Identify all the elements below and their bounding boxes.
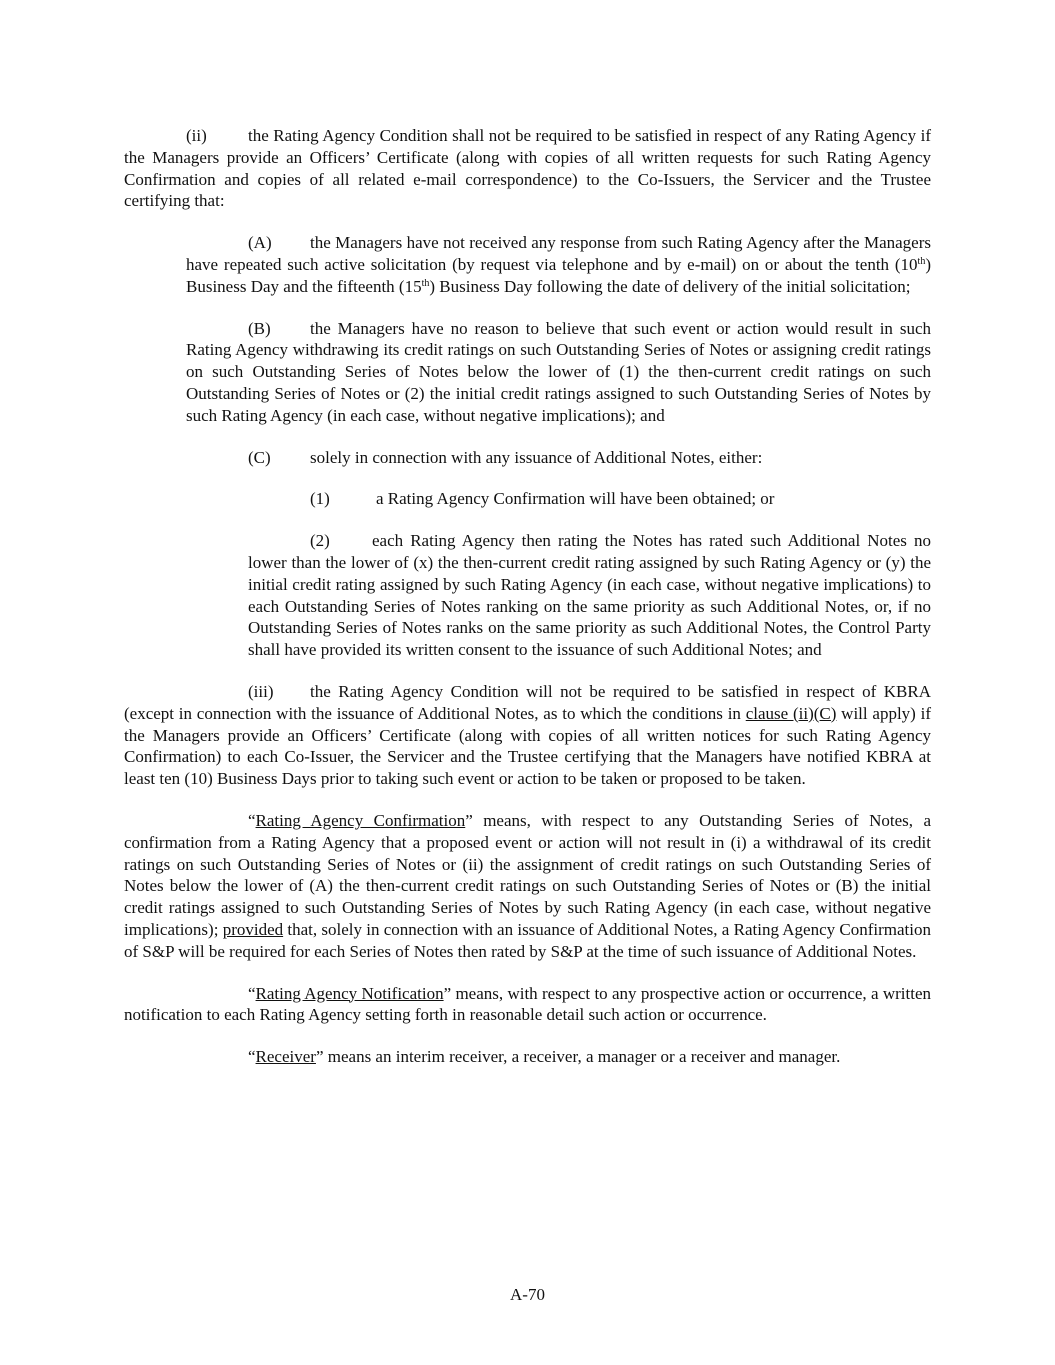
clause-iii: [124, 681, 931, 790]
clause-a-text-3: ) Business Day following the date of delivery of the initial solicitation;: [429, 276, 911, 296]
definition-text: ” means, with respect to any prospective action or occurrence, a written notification to each Rating Agency setting forth in reasonable detail such action or occurrence.: [124, 983, 931, 1025]
clause-a-text-2: ) Business Day and the fifteenth (15: [186, 254, 931, 296]
proviso-term: provided: [222, 919, 284, 939]
page-number: A-70: [510, 1285, 545, 1304]
clause-c-text: solely in connection with any issuance of Additional Notes, either:: [310, 447, 763, 467]
open-quote: “: [248, 1047, 256, 1067]
clause-a-text-1: the Managers have not received any response from such Rating Agency after the Managers have repeated such active solicitation (by request via telephone and by e-mail) on or about the tenth (10: [186, 233, 931, 274]
definition-text-1: ” means, with respect to any Outstanding Series of Notes, a confirmation from a Rating Agency that a proposed event or action will not result in (i) a withdrawal of its credit ratings on such Outstanding Series of Notes or (ii) the assignment of credit ratings on such Outstanding Series of Notes below the lower of (A) the then-current credit ratings on such Outstanding Series of Notes or (B) the initial credit ratings assigned to such Outstanding Series of Notes by such Rating Agency (in each case, without negative implications);: [124, 810, 931, 939]
clause-iii-label: (iii): [248, 681, 274, 701]
clause-c-1-text: a Rating Agency Confirmation will have been obtained; or: [376, 489, 775, 509]
superscript-th: th: [421, 277, 430, 289]
clause-iii-text-2: will apply) if the Managers provide an Officers’ Certificate (along with copies of all written notices for such Rating Agency Confirmation) to each Co-Issuer, the Servicer and the Trustee certifying that the Managers have notified KBRA at least ten (10) Business Days prior to taking such event or action to be taken or proposed to be taken.: [124, 703, 932, 789]
defined-term: Receiver: [255, 1047, 316, 1067]
open-quote: “: [248, 810, 256, 830]
clause-c: [186, 447, 931, 469]
clause-a-label: (A): [248, 233, 272, 253]
clause-c-label: (C): [248, 447, 271, 467]
clause-c-2: [248, 530, 931, 661]
defined-term: Rating Agency Confirmation: [255, 810, 466, 830]
clause-b-label: (B): [248, 318, 271, 338]
definition-receiver: [124, 1046, 931, 1068]
clause-ii-label: (ii): [186, 126, 207, 145]
clause-c-2-text: each Rating Agency then rating the Notes has rated such Additional Notes no lower than the lower of (x) the then-current credit rating assigned by such Rating Agency or (y) the initial credit rating assigned by such Rating Agency (in each case, without negative implications) to each Outstanding Series of Notes ranking on the same priority as such Additional Notes, or, if no Outstanding Series of Notes ranks on the same priority as such Additional Notes, the Control Party shall have provided its written consent to the issuance of such Additional Notes; and: [248, 531, 931, 660]
definition-text: ” means an interim receiver, a receiver, a manager or a receiver and manager.: [315, 1047, 841, 1067]
clause-c-2-label: (2): [310, 531, 330, 551]
clause-ii-text: the Rating Agency Condition shall not be required to be satisfied in respect of any Rating Agency if the Managers provide an Officers’ Certificate (along with copies of all written requests for such Rating Agency Confirmation and copies of all related e-mail correspondence) to the Co-Issuers, the Servicer and the Trustee certifying that:: [124, 126, 931, 211]
clause-c-1-label: (1): [310, 489, 330, 509]
clause-a: [186, 232, 931, 297]
open-quote: “: [248, 983, 256, 1003]
document-body: [124, 125, 931, 1068]
definition-text-2: that, solely in connection with an issuance of Additional Notes, a Rating Agency Confirmation of S&P will be required for each Series of Notes then rated by S&P at the time of such issuance of Additional Notes.: [124, 919, 931, 961]
superscript-th: th: [917, 255, 926, 267]
defined-term: Rating Agency Notification: [255, 983, 444, 1003]
clause-reference: clause (ii)(C): [745, 703, 837, 723]
definition-rating-agency-notification: [124, 983, 931, 1027]
clause-iii-text-1: the Rating Agency Condition will not be required to be satisfied in respect of KBRA (except in connection with the issuance of Additional Notes, as to which the conditions in: [124, 681, 931, 723]
clause-ii: [124, 125, 931, 212]
clause-c-1: [248, 488, 931, 510]
clause-b-text: the Managers have no reason to believe that such event or action would result in such Rating Agency withdrawing its credit ratings on such Outstanding Series of Notes or assigning credit ratings on such Outstanding Series of Notes below the lower of (1) the then-current credit ratings on such Outstanding Series of Notes or (2) the initial credit ratings assigned to such Outstanding Series of Notes by such Rating Agency (in each case, without negative implications); and: [186, 318, 931, 425]
definition-rating-agency-confirmation: [124, 810, 931, 963]
clause-b: [186, 318, 931, 427]
